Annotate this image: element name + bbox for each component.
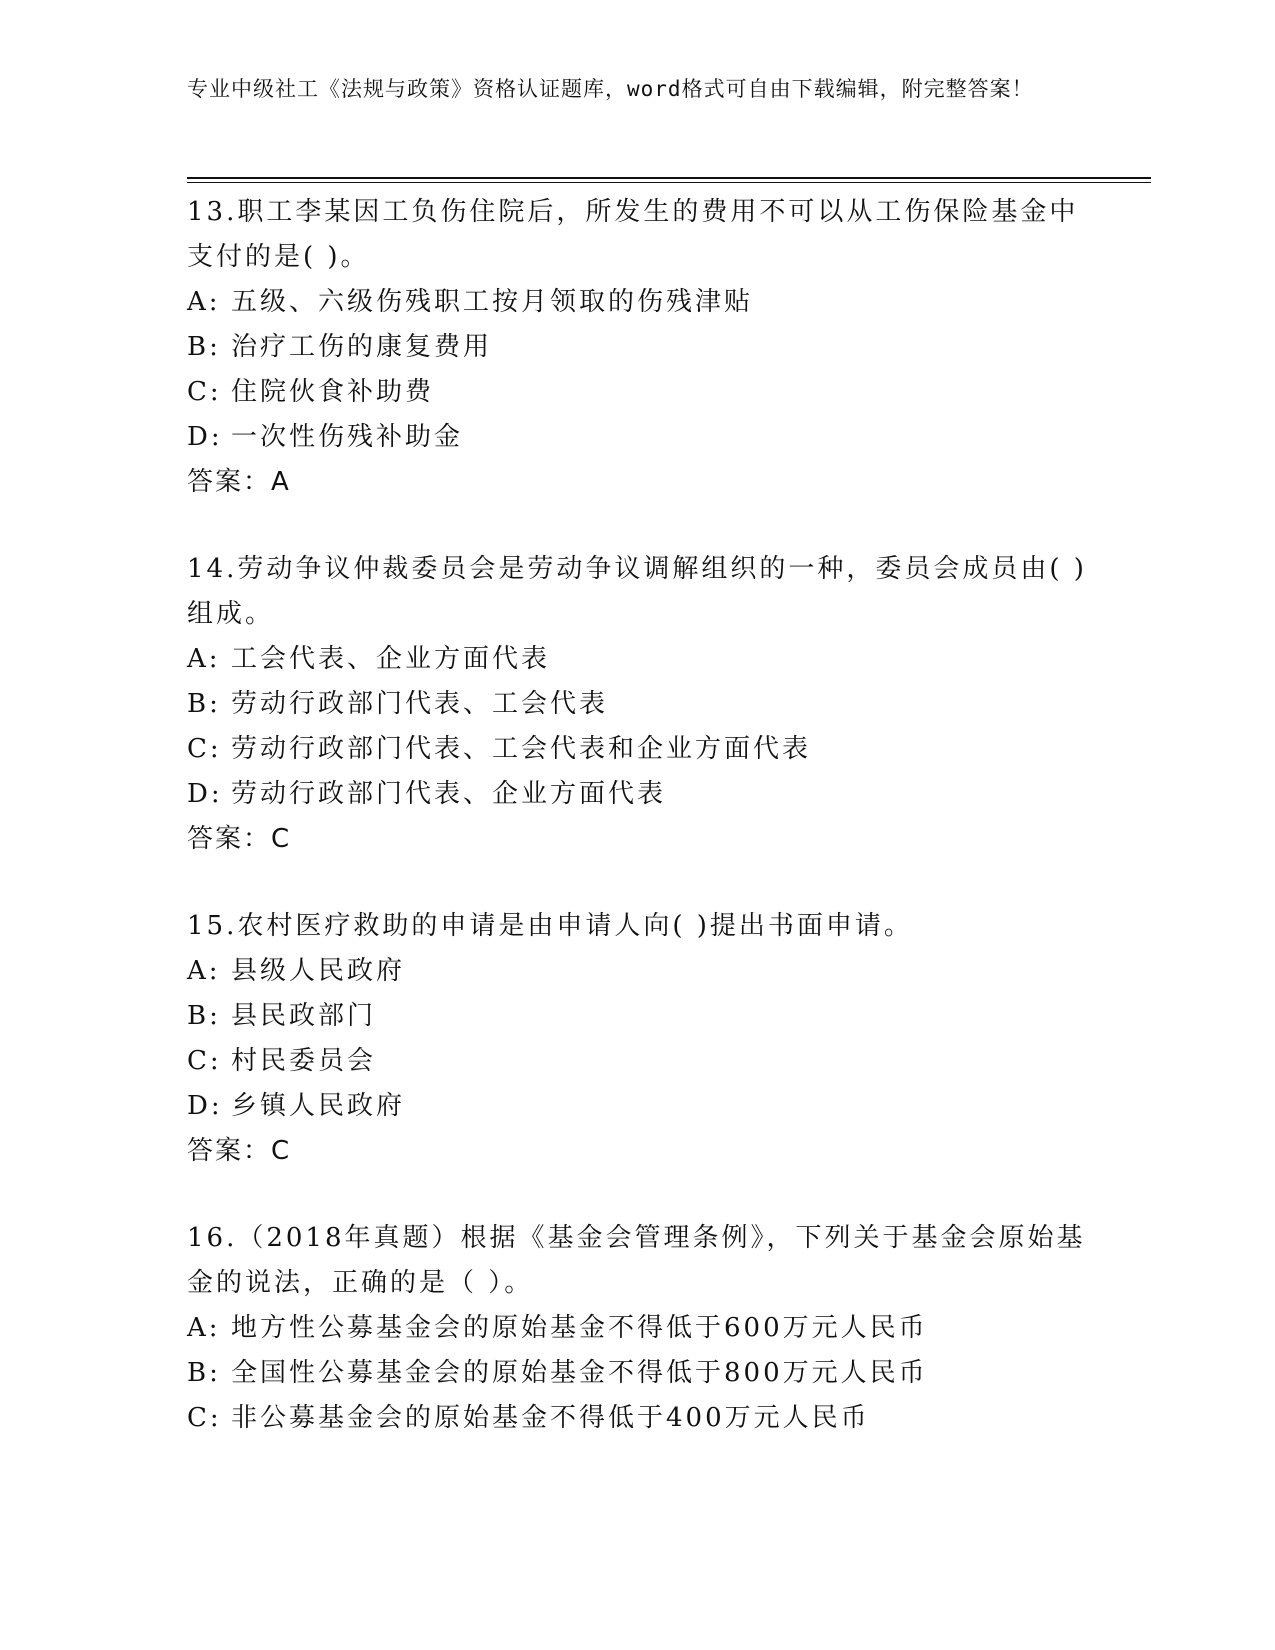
option-letter: C:	[187, 1046, 222, 1076]
option-text: 劳动行政部门代表、企业方面代表	[231, 779, 667, 809]
option-text: 治疗工伤的康复费用	[231, 332, 493, 362]
question-stem: 16.（2018年真题）根据《基金会管理条例》，下列关于基金会原始基金的说法，正确的是（ ）。	[187, 1223, 1086, 1298]
option-a	[187, 1306, 1087, 1351]
option-c	[187, 370, 1087, 415]
question-13	[187, 190, 1087, 505]
option-text: 工会代表、企业方面代表	[231, 644, 551, 674]
option-letter: A:	[187, 644, 221, 674]
option-text: 县级人民政府	[231, 956, 406, 986]
option-letter: A:	[187, 956, 221, 986]
question-list	[187, 190, 1087, 1483]
option-text: 县民政部门	[231, 1001, 377, 1031]
answer-line: 答案：A	[187, 467, 291, 497]
option-c	[187, 727, 1087, 772]
option-letter: D:	[187, 1091, 223, 1121]
option-letter: C:	[187, 1403, 222, 1433]
option-c	[187, 1396, 1087, 1441]
question-15	[187, 904, 1087, 1174]
option-text: 乡镇人民政府	[231, 1091, 406, 1121]
option-text: 全国性公募基金会的原始基金不得低于800万元人民币	[231, 1358, 928, 1388]
answer-line: 答案：C	[187, 1136, 292, 1166]
option-letter: A:	[187, 1313, 221, 1343]
header-divider-thick	[187, 177, 1151, 179]
option-letter: D:	[187, 779, 223, 809]
option-letter: B:	[187, 689, 221, 719]
option-letter: C:	[187, 377, 222, 407]
option-d	[187, 1084, 1087, 1129]
question-stem: 13.职工李某因工负伤住院后，所发生的费用不可以从工伤保险基金中支付的是( )。	[187, 197, 1079, 272]
question-16	[187, 1216, 1087, 1441]
question-stem: 15.农村医疗救助的申请是由申请人向( )提出书面申请。	[187, 911, 913, 941]
option-a	[187, 949, 1087, 994]
question-stem: 14.劳动争议仲裁委员会是劳动争议调解组织的一种，委员会成员由( )组成。	[187, 554, 1087, 629]
option-letter: B:	[187, 332, 221, 362]
option-a	[187, 280, 1087, 325]
option-b	[187, 325, 1087, 370]
option-text: 非公募基金会的原始基金不得低于400万元人民币	[231, 1403, 870, 1433]
option-b	[187, 1351, 1087, 1396]
page-header: 专业中级社工《法规与政策》资格认证题库，word格式可自由下载编辑，附完整答案！	[187, 77, 1034, 101]
option-text: 住院伙食补助费	[231, 377, 435, 407]
option-letter: D:	[187, 422, 223, 452]
option-d	[187, 415, 1087, 460]
option-c	[187, 1039, 1087, 1084]
option-letter: B:	[187, 1001, 221, 1031]
option-b	[187, 682, 1087, 727]
option-d	[187, 772, 1087, 817]
header-divider-thin	[187, 182, 1151, 183]
option-letter: A:	[187, 287, 221, 317]
option-text: 村民委员会	[231, 1046, 377, 1076]
option-text: 五级、六级伤残职工按月领取的伤残津贴	[231, 287, 754, 317]
answer-line: 答案：C	[187, 824, 292, 854]
option-text: 地方性公募基金会的原始基金不得低于600万元人民币	[231, 1313, 928, 1343]
option-a	[187, 637, 1087, 682]
option-text: 劳动行政部门代表、工会代表和企业方面代表	[231, 734, 812, 764]
option-b	[187, 994, 1087, 1039]
option-letter: C:	[187, 734, 222, 764]
question-14	[187, 547, 1087, 862]
option-text: 一次性伤残补助金	[231, 422, 464, 452]
option-letter: B:	[187, 1358, 221, 1388]
option-text: 劳动行政部门代表、工会代表	[231, 689, 609, 719]
